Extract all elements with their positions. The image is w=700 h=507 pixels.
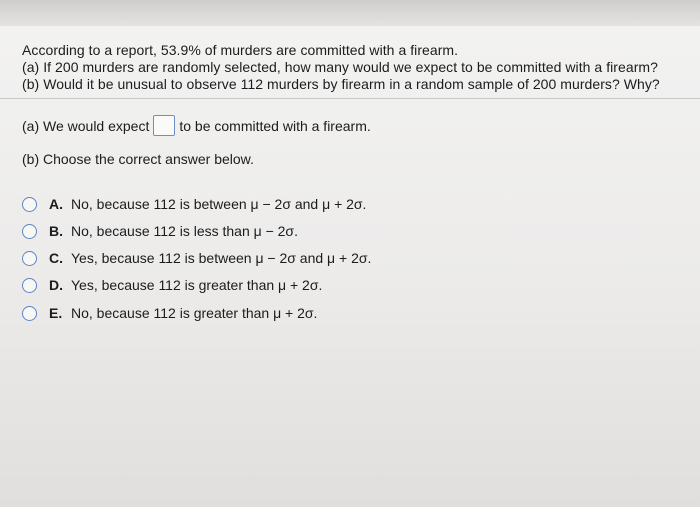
option-b[interactable] <box>22 221 298 241</box>
question-part-b: (b) Would it be unusual to observe 112 murders by firearm in a random sample of 200 murders? Why? <box>22 76 660 92</box>
option-letter: C. <box>49 250 63 266</box>
part-a-answer-input[interactable] <box>153 115 175 136</box>
option-e[interactable] <box>22 303 317 323</box>
option-letter: D. <box>49 277 63 293</box>
option-d[interactable] <box>22 275 322 295</box>
option-letter: A. <box>49 196 63 212</box>
radio-circle-icon[interactable] <box>22 306 37 321</box>
question-intro: According to a report, 53.9% of murders are committed with a firearm. <box>22 42 459 58</box>
top-bezel <box>0 0 700 26</box>
radio-circle-icon[interactable] <box>22 224 37 239</box>
option-text: Yes, because 112 is greater than μ + 2σ. <box>71 277 323 293</box>
option-text: Yes, because 112 is between μ − 2σ and μ + 2σ. <box>71 250 372 266</box>
radio-circle-icon[interactable] <box>22 197 37 212</box>
part-a-row <box>22 115 371 136</box>
option-c[interactable] <box>22 248 371 268</box>
question-panel <box>0 26 700 99</box>
question-part-a: (a) If 200 murders are randomly selected, how many would we expect to be committed with a firearm? <box>22 59 658 75</box>
option-letter: E. <box>49 305 63 321</box>
option-text: No, because 112 is less than μ − 2σ. <box>71 223 298 239</box>
option-text: No, because 112 is greater than μ + 2σ. <box>71 305 318 321</box>
part-a-prefix: (a) We would expect <box>22 117 150 134</box>
option-text: No, because 112 is between μ − 2σ and μ + 2σ. <box>71 196 367 212</box>
answer-panel <box>0 99 700 507</box>
option-letter: B. <box>49 223 63 239</box>
option-a[interactable] <box>22 194 366 214</box>
part-b-title: (b) Choose the correct answer below. <box>22 151 254 167</box>
radio-circle-icon[interactable] <box>22 278 37 293</box>
part-a-suffix: to be committed with a firearm. <box>179 117 371 134</box>
radio-circle-icon[interactable] <box>22 251 37 266</box>
